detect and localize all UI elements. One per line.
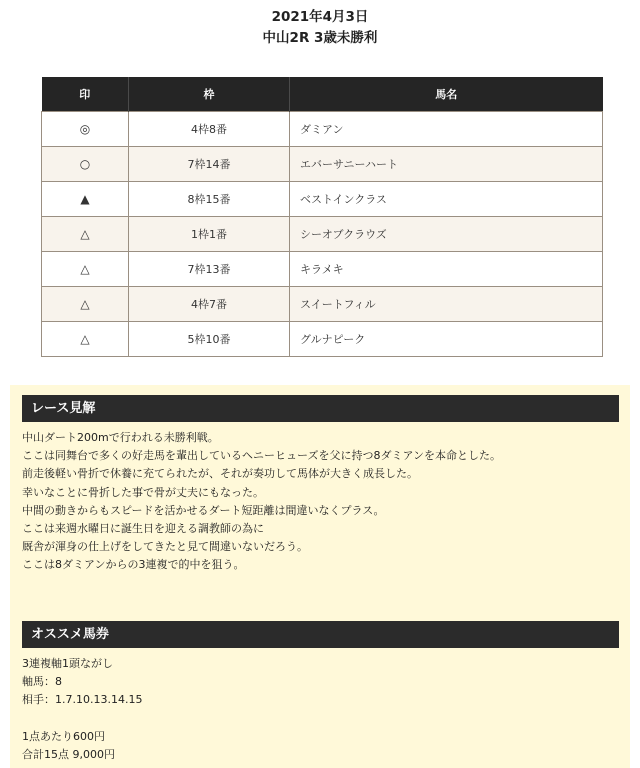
mark-cell: △ xyxy=(42,287,129,322)
waku-cell: 4枠8番 xyxy=(129,112,290,147)
mark-cell: ▲ xyxy=(42,182,129,217)
prediction-table-wrapper xyxy=(41,77,602,357)
horse-name-cell: エバーサニーハート xyxy=(290,147,603,182)
waku-cell: 7枠14番 xyxy=(129,147,290,182)
mark-cell: ◎ xyxy=(42,112,129,147)
horse-name-cell: グルナピーク xyxy=(290,322,603,357)
race-view-line: 幸いなことに骨折した事で骨が丈夫にもなった。 xyxy=(22,485,264,499)
header-horse-name: 馬名 xyxy=(290,77,603,112)
race-view-line: 厩舎が渾身の仕上げをしてきたと見て間違いないだろう。 xyxy=(22,540,308,554)
mark-cell: ○ xyxy=(42,147,129,182)
race-view-line: 前走後軽い骨折で休養に充てられたが、それが奏功して馬体が大きく成長した。 xyxy=(22,467,418,481)
per-point-amount: 1点あたり600円 xyxy=(22,729,105,743)
mark-cell: △ xyxy=(42,217,129,252)
race-view-line: ここは来週水曜日に誕生日を迎える調教師の為に xyxy=(22,522,264,536)
table-row xyxy=(42,217,603,252)
horse-name-cell: スイートフィル xyxy=(290,287,603,322)
table-row xyxy=(42,287,603,322)
axis-horse: 軸馬：8 xyxy=(22,675,62,689)
mark-cell: △ xyxy=(42,252,129,287)
table-row xyxy=(42,182,603,217)
table-row xyxy=(42,252,603,287)
horse-name-cell: ベストインクラス xyxy=(290,182,603,217)
race-view-heading: レース見解 xyxy=(22,395,619,422)
table-header-row xyxy=(42,77,603,112)
partner-horses: 相手：1.7.10.13.14.15 xyxy=(22,693,143,707)
page-title xyxy=(0,0,640,49)
race-view-line: 中間の動きからもスピードを活かせるダート短距離は間違いなくプラス。 xyxy=(22,503,385,517)
race-view-line: ここは同舞台で多くの好走馬を輩出しているヘニーヒューズを父に持つ8ダミアンを本命とした。 xyxy=(22,449,502,463)
race-view-line: ここは8ダミアンからの3連複で的中を狙う。 xyxy=(22,558,245,572)
race-name: 中山2R 3歳未勝利 xyxy=(262,30,378,46)
analysis-panel xyxy=(10,385,630,768)
waku-cell: 8枠15番 xyxy=(129,182,290,217)
prediction-table xyxy=(41,77,603,357)
waku-cell: 4枠7番 xyxy=(129,287,290,322)
horse-name-cell: ダミアン xyxy=(290,112,603,147)
waku-cell: 1枠1番 xyxy=(129,217,290,252)
mark-cell: △ xyxy=(42,322,129,357)
waku-cell: 5枠10番 xyxy=(129,322,290,357)
header-waku: 枠 xyxy=(129,77,290,112)
horse-name-cell: キラメキ xyxy=(290,252,603,287)
table-row xyxy=(42,147,603,182)
race-view-line: 中山ダート200mで行われる未勝利戦。 xyxy=(22,431,219,444)
header-mark: 印 xyxy=(42,77,129,112)
recommended-bet-body xyxy=(22,655,622,764)
bet-type: 3連複軸1頭ながし xyxy=(22,657,113,670)
horse-name-cell: シーオブクラウズ xyxy=(290,217,603,252)
race-date: 2021年4月3日 xyxy=(271,9,369,25)
spacer xyxy=(22,710,622,728)
waku-cell: 7枠13番 xyxy=(129,252,290,287)
total-amount: 合計15点 9,000円 xyxy=(22,748,115,761)
table-row xyxy=(42,112,603,147)
recommended-bet-heading: オススメ馬券 xyxy=(22,621,619,648)
race-view-body xyxy=(22,429,622,575)
table-row xyxy=(42,322,603,357)
